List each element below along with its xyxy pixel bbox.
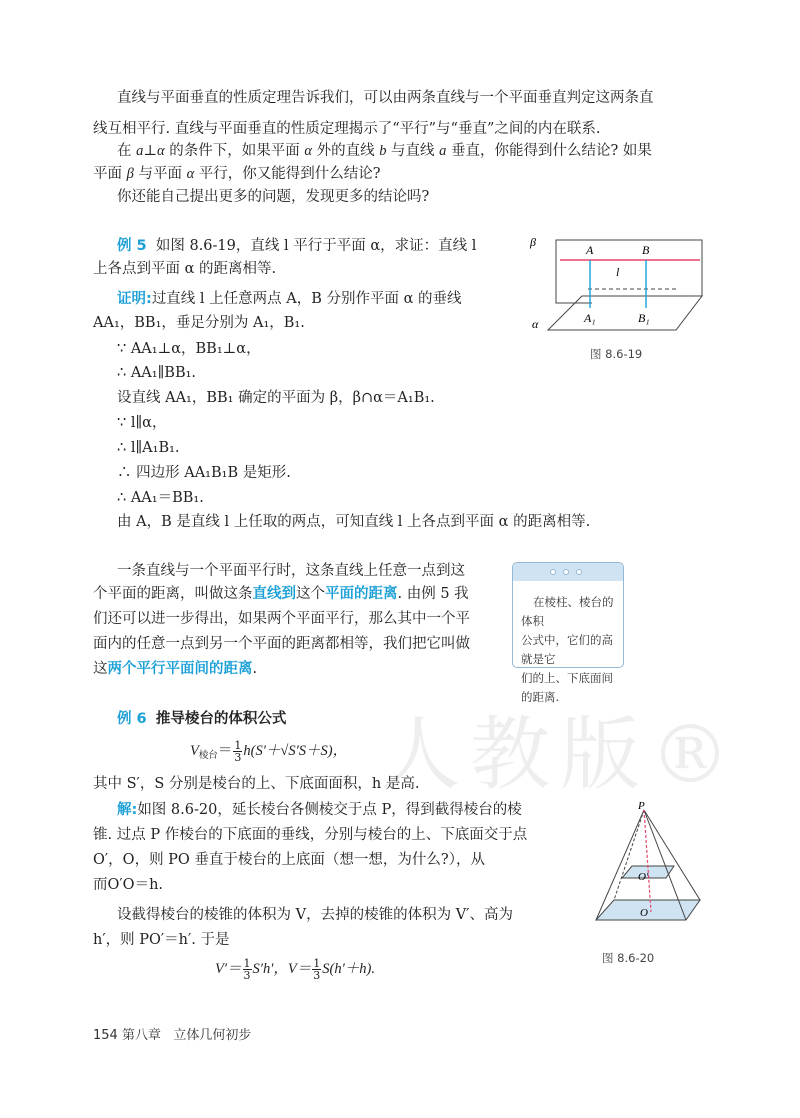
ex5-step7: ∴ AA₁＝BB₁. — [117, 490, 204, 506]
label-alpha: α — [532, 317, 539, 331]
ex5-proof-line1: 证明:过直线 l 上任意两点 A，B 分别作平面 α 的垂线 — [117, 291, 462, 307]
page-footer — [93, 1024, 251, 1043]
page-number: 154 — [93, 1028, 118, 1043]
ex5-step5: ∴ l∥A₁B₁. — [117, 440, 180, 456]
ex6-title-line — [117, 709, 286, 729]
intro-p3: 你还能自己提出更多的问题，发现更多的结论吗? — [117, 189, 430, 205]
ex6-solution-line1: 解:如图 8.6-20，延长棱台各侧棱交于点 P，得到截得棱台的棱 — [117, 802, 522, 818]
para-line1: 一条直线与一个平面平行时，这条直线上任意一点到这 — [117, 563, 465, 579]
note-header — [513, 563, 623, 581]
ex5-step6: ∴ 四边形 AA₁B₁B 是矩形. — [117, 465, 291, 481]
ex5-line2: 上各点到平面 α 的距离相等. — [93, 261, 277, 277]
note-dot-2 — [563, 569, 569, 575]
fig-8-6-20-caption: 图 8.6-20 — [602, 951, 655, 965]
ex6-line5: 而O′O＝h. — [93, 877, 164, 893]
margin-note — [512, 562, 624, 704]
fraction-one-third-3: $\frac{1}{3}$ — [313, 956, 321, 982]
ex5-proof-line2: AA₁，BB₁，垂足分别为 A₁，B₁. — [93, 315, 305, 331]
label-O: O — [640, 907, 648, 919]
watermark: 人教版® — [380, 708, 740, 801]
plane-alpha — [548, 296, 702, 330]
figure-8-6-19 — [526, 232, 716, 338]
para-line5: 这两个平行平面间的距离. — [93, 661, 258, 677]
ex6-line3: 锥. 过点 P 作棱台的下底面的垂线，分别与棱台的上、下底面交于点 — [93, 827, 528, 843]
label-beta: β — [530, 235, 536, 249]
ex5-line1: 例 5 如图 8.6-19，直线 l 平行于平面 α，求证：直线 l — [117, 238, 477, 254]
ex5-label: 例 5 — [117, 238, 147, 254]
ex5-step2: ∴ AA₁∥BB₁. — [117, 365, 197, 381]
label-l: l — [616, 265, 620, 279]
para-line2: 个平面的距离，叫做这条直线到这个平面的距离. 由例 5 我 — [93, 586, 469, 602]
ex6-line7: h′，则 PO′＝h′. 于是 — [93, 932, 230, 948]
intro-p1-line2: 线互相平行. 直线与平面垂直的性质定理揭示了“平行”与“垂直”之间的内在联系. — [93, 121, 601, 137]
label-A: A — [586, 243, 594, 257]
edge-right — [644, 810, 700, 900]
proof-label: 证明: — [117, 291, 152, 307]
ex6-label: 例 6 — [117, 711, 147, 727]
ex6-line6: 设截得棱台的棱锥的体积为 V，去掉的棱锥的体积为 V′、高为 — [117, 907, 513, 923]
ex5-step1: ∵ AA₁⊥α，BB₁⊥α， — [117, 341, 261, 357]
solution-label: 解: — [117, 802, 138, 818]
para-line3: 们还可以进一步得出，如果两个平面平行，那么其中一个平 — [93, 611, 470, 627]
ex5-conclusion: 由 A，B 是直线 l 上任取的两点，可知直线 l 上各点到平面 α 的距离相等. — [117, 514, 591, 530]
label-B1: B₁ — [638, 311, 650, 325]
label-P: P — [638, 800, 645, 812]
fraction-one-third-2: $\frac{1}{3}$ — [243, 956, 251, 982]
intro-p2-line2: 平面 β 与平面 α 平行，你又能得到什么结论? — [93, 166, 381, 182]
ex5-step4: ∵ l∥α， — [117, 415, 167, 431]
fraction-one-third: $\frac{1}{3}$ — [234, 738, 242, 764]
label-B: B — [642, 243, 650, 257]
ex5-step3: 设直线 AA₁，BB₁ 确定的平面为 β，β∩α＝A₁B₁. — [117, 390, 435, 406]
ex6-line4: O′，O，则 PO 垂直于棱台的上底面（想一想，为什么?），从 — [93, 852, 485, 868]
figure-8-6-20 — [588, 800, 708, 940]
fig-8-6-19-caption: 图 8.6-19 — [590, 347, 643, 361]
chapter-title: 立体几何初步 — [173, 1028, 252, 1043]
intro-p2-line1: 在 a⊥α 的条件下，如果平面 α 外的直线 b 与直线 a 垂直，你能得到什么结论? 如果 — [117, 143, 652, 159]
plane-beta-outline — [556, 240, 702, 303]
note-dot-1 — [550, 569, 556, 575]
ex6-formula: $V_{棱台}=$ $\frac{1}{3}$ h(S′＋√S′S＋S)， — [190, 738, 348, 764]
note-text: 在棱柱、棱台的体积 公式中，它们的高就是它 们的上、下底面间的距离. — [521, 595, 614, 704]
label-A1: A₁ — [584, 311, 596, 325]
ex6-line1: 其中 S′，S 分别是棱台的上、下底面面积，h 是高. — [93, 776, 420, 792]
note-dot-3 — [576, 569, 582, 575]
intro-p1-line1: 直线与平面垂直的性质定理告诉我们，可以由两条直线与一个平面垂直判定这两条直 — [117, 90, 654, 106]
chapter-label: 第八章 — [121, 1028, 161, 1043]
ex6-formula2: V′＝ $\frac{1}{3}$ S′h′，V＝ $\frac{1}{3}$ S(h′＋h). — [215, 956, 375, 982]
para-line4: 面内的任意一点到另一个平面的距离都相等，我们把它叫做 — [93, 636, 470, 652]
ex6-title: 推导棱台的体积公式 — [155, 711, 287, 727]
label-O-prime: O′ — [638, 871, 649, 883]
edge-back — [614, 810, 644, 900]
